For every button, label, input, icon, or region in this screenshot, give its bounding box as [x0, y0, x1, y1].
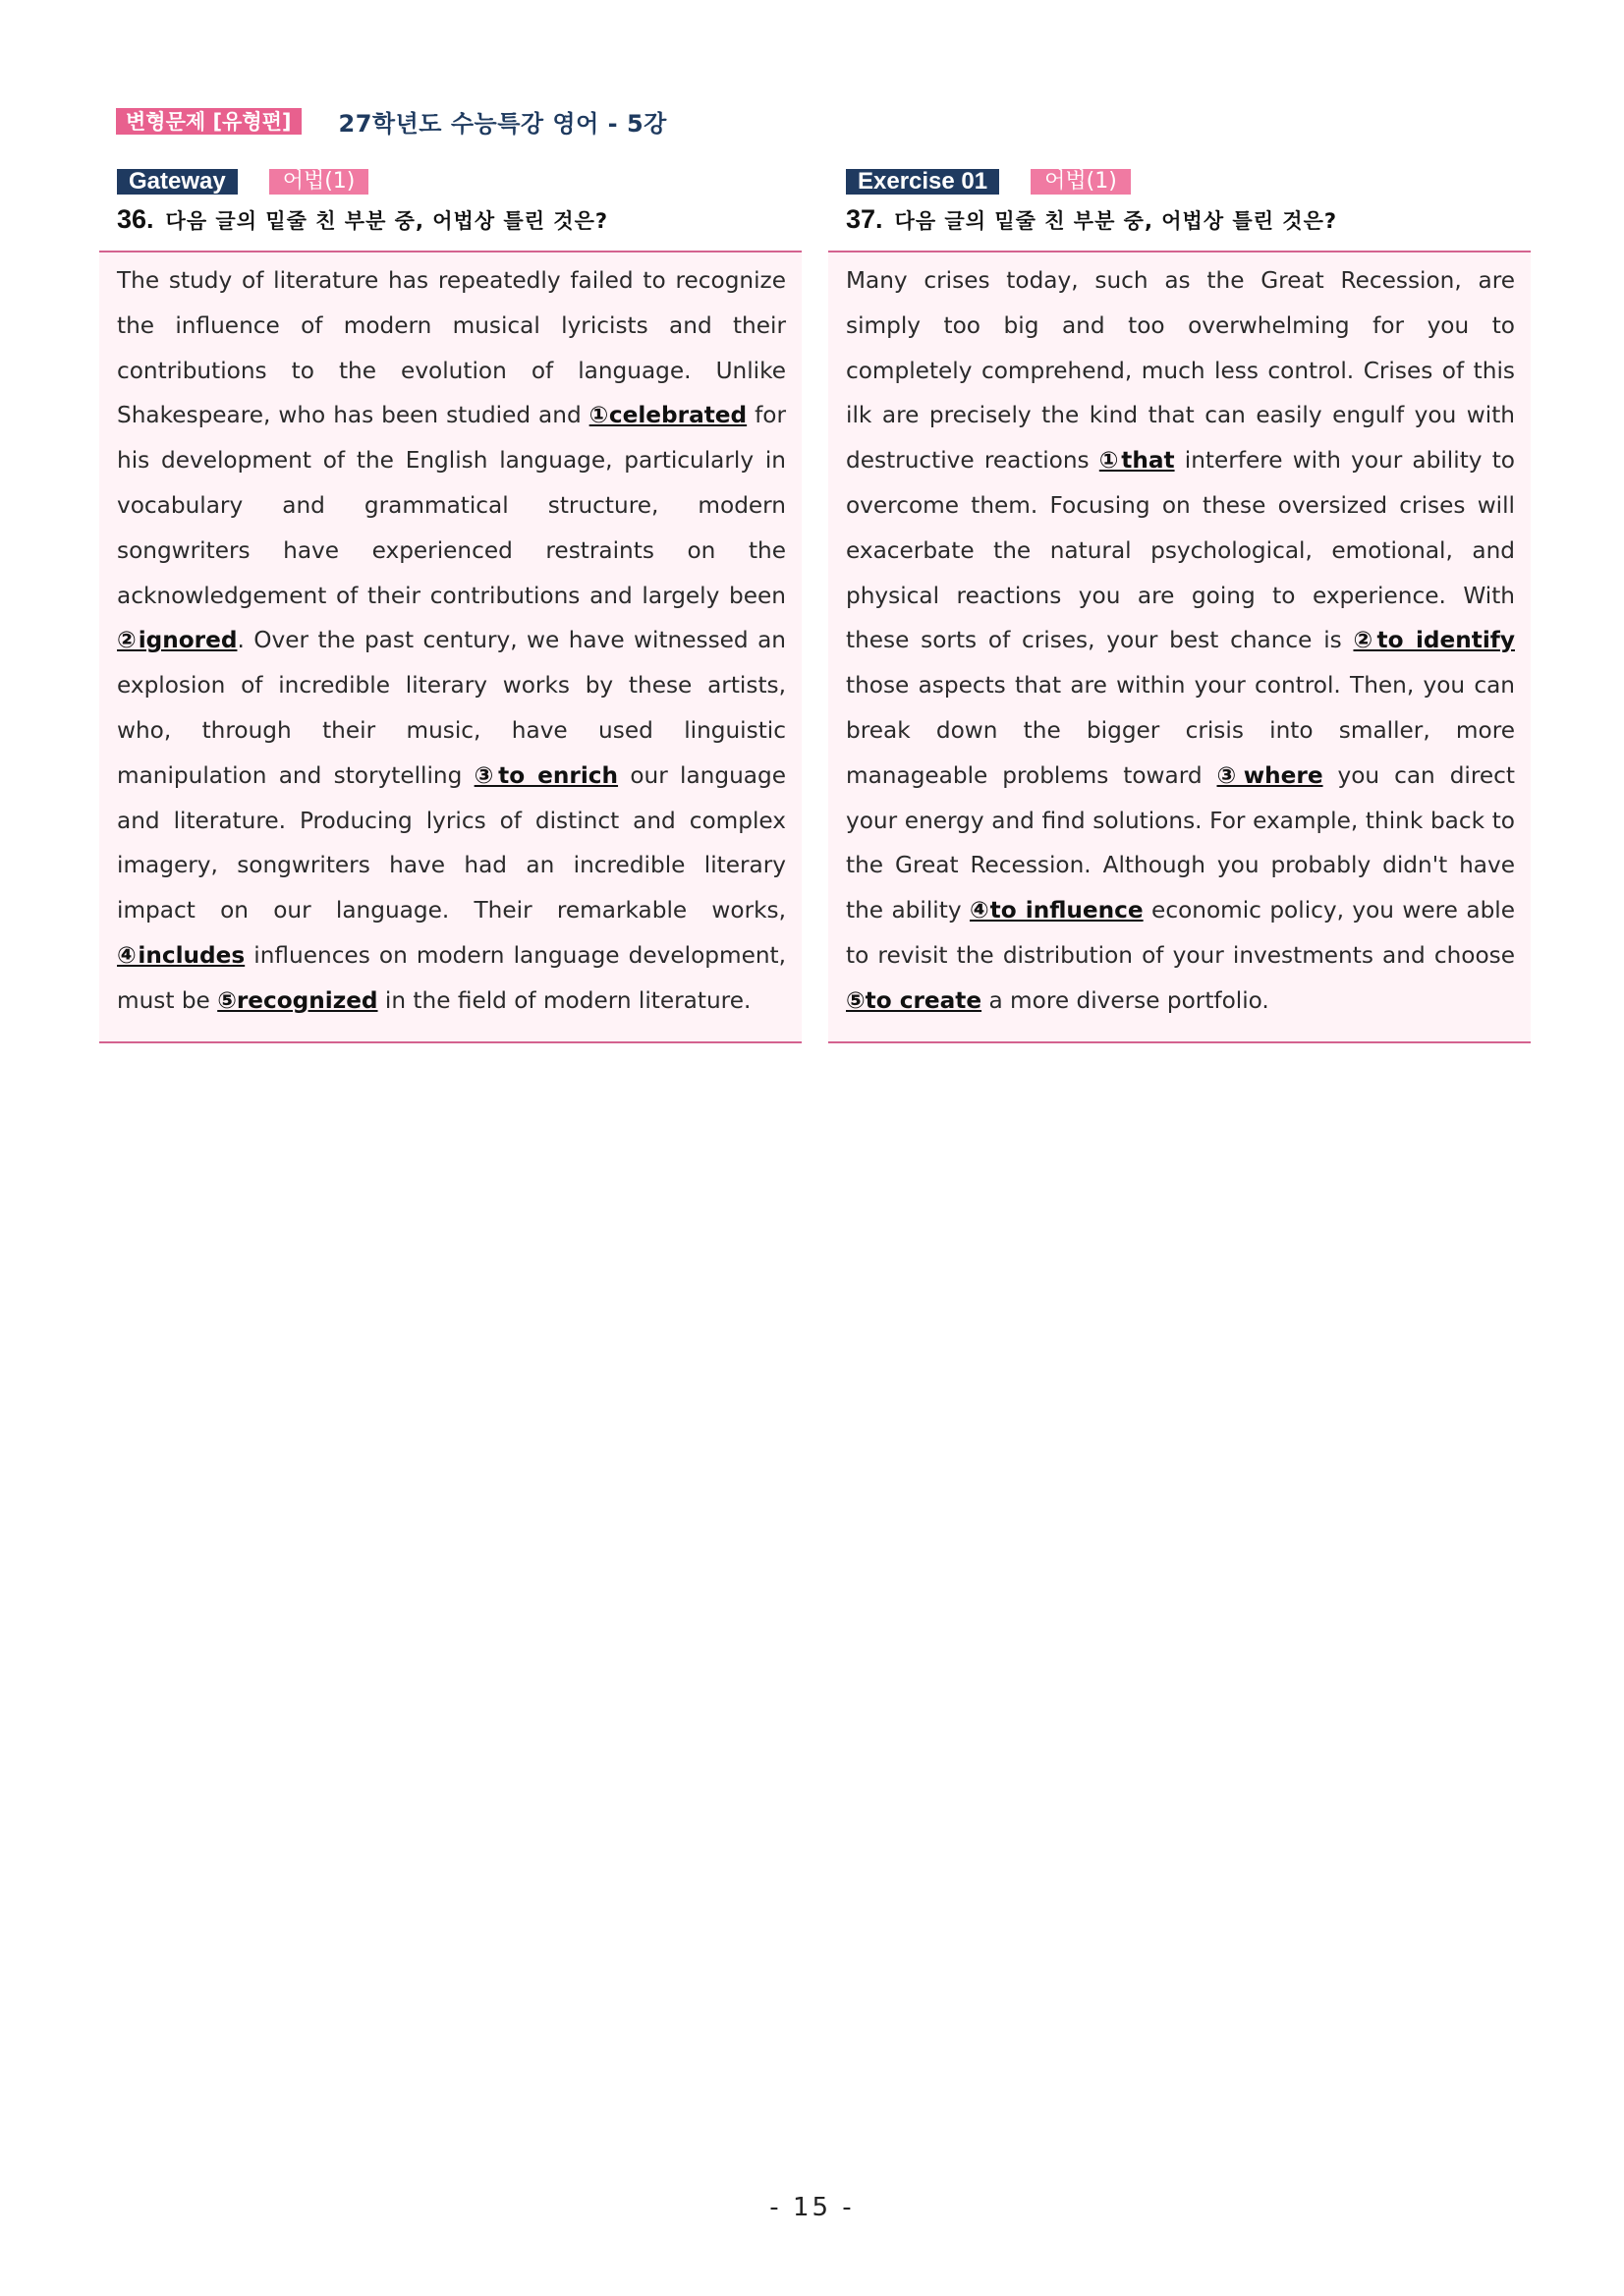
page-number: - 15 - — [769, 2193, 855, 2222]
question-line — [846, 204, 1531, 235]
underlined-choice: ⑤recognized — [217, 986, 378, 1014]
passage-segment: interfere with your ability to overcome them. Focusing on these oversized crises will exacerbate the natural psychological, emotional, and physical reactions you are going to experience. With these sorts of crises, your best chance is — [846, 447, 1515, 654]
underlined-choice: ④includes — [117, 941, 246, 969]
grammar-category-tag: 어법(1) — [1031, 169, 1131, 195]
left-question — [99, 169, 802, 1043]
passage-segment: for his development of the English language, particularly in vocabulary and grammatical structure, modern songwriters have experienced restraints on the acknowledgement of their contributions and largely been — [117, 402, 786, 609]
passage-segment: economic policy, you were able to revisit the distribution of your investments and choose — [846, 897, 1515, 969]
passage-box — [99, 251, 802, 1043]
passage-segment: Many crises today, such as the Great Recession, are simply too big and too overwhelming for you to completely comprehend, much less control. Crises of this ilk are precisely the kind that can easily engulf you with destructive reactions — [846, 267, 1515, 475]
question-number: 37. — [846, 204, 883, 234]
underlined-choice: ①that — [1098, 447, 1175, 475]
passage-segment: you can direct your energy and find solutions. For example, think back to the Great Recession. Although you probably didn't have the ability — [846, 761, 1515, 924]
grammar-category-tag: 어법(1) — [269, 169, 369, 195]
variant-tag: 변형문제 [유형편] — [116, 108, 302, 135]
passage-text — [117, 258, 786, 1024]
underlined-choice: ②ignored — [117, 627, 238, 654]
right-question — [828, 169, 1531, 1043]
page-header — [116, 104, 667, 139]
page-title: 27학년도 수능특강 영어 - 5강 — [338, 110, 667, 138]
passage-box — [828, 251, 1531, 1043]
passage-segment: influences on modern language development, must be — [117, 941, 786, 1014]
passage-segment: those aspects that are within your control. Then, you can break down the bigger crisis into smaller, more manageable problems toward — [846, 672, 1515, 789]
passage-segment: our language and literature. Producing lyrics of distinct and complex imagery, songwriters have had an incredible literary impact on our language. Their remarkable works, — [117, 761, 786, 924]
underlined-choice: ②to identify — [1353, 627, 1515, 654]
passage-segment: . Over the past century, we have witnessed an explosion of incredible literary works by these artists, who, through their music, have used linguistic manipulation and storytelling — [117, 627, 786, 789]
underlined-choice: ③where — [1216, 761, 1323, 789]
passage-text — [846, 258, 1515, 1024]
right-tags — [846, 169, 1531, 195]
underlined-choice: ③to enrich — [474, 761, 619, 789]
gateway-tag: Gateway — [117, 169, 238, 195]
passage-segment: The study of literature has repeatedly failed to recognize the influence of modern musical lyricists and their contributions to the evolution of language. Unlike Shakespeare, who has been studied and — [117, 267, 786, 429]
underlined-choice: ⑤to create — [846, 986, 982, 1014]
underlined-choice: ①celebrated — [588, 402, 748, 429]
question-line — [117, 204, 802, 235]
passage-segment: in the field of modern literature. — [377, 986, 752, 1014]
question-text: 다음 글의 밑줄 친 부분 중, 어법상 틀린 것은? — [894, 209, 1338, 233]
question-text: 다음 글의 밑줄 친 부분 중, 어법상 틀린 것은? — [165, 209, 609, 233]
exercise-tag: Exercise 01 — [846, 169, 999, 195]
underlined-choice: ④to influence — [969, 897, 1144, 924]
left-tags — [117, 169, 802, 195]
passage-segment: a more diverse portfolio. — [981, 986, 1269, 1014]
question-number: 36. — [117, 204, 154, 234]
